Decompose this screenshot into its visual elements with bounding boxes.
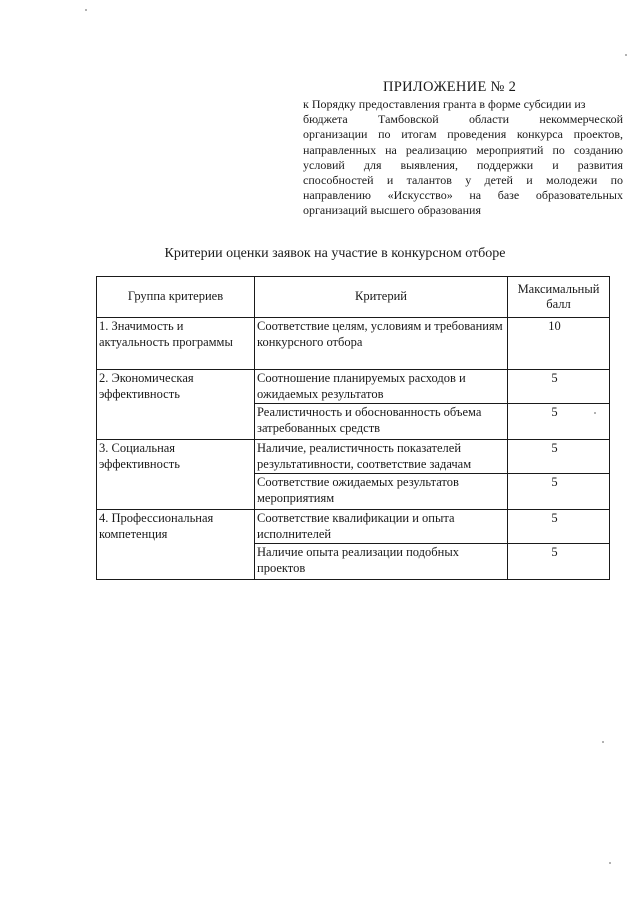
scan-speck: [625, 54, 627, 56]
appendix-subtitle: [303, 97, 623, 219]
criterion-cell: Соответствие квалификации и опыта исполнителей: [255, 510, 508, 544]
appendix-line: способностей и талантов у детей и молодежи по: [303, 173, 623, 188]
group-cell: 2. Экономическая эффективность: [97, 370, 255, 440]
appendix-line: направлению «Искусство» на базе образовательных: [303, 188, 623, 203]
appendix-line: к Порядку предоставления гранта в форме субсидии из: [303, 97, 586, 111]
scan-speck: [609, 862, 611, 864]
criteria-table: [96, 276, 610, 580]
appendix-line: бюджета Тамбовской области некоммерческой: [303, 112, 623, 127]
score-cell: 10: [508, 318, 610, 370]
table-row: [97, 370, 610, 404]
appendix-line: направленных на реализацию мероприятий по созданию: [303, 142, 623, 157]
score-cell: 5: [508, 370, 610, 404]
criterion-cell: Реалистичность и обоснованность объема затребованных средств: [255, 404, 508, 440]
header-group: Группа критериев: [97, 277, 255, 318]
appendix-line: условий для выявления, поддержки и развития: [303, 157, 623, 172]
score-cell: 5: [508, 474, 610, 510]
group-cell: 1. Значимость и актуальность программы: [97, 318, 255, 370]
score-cell: 5: [508, 544, 610, 580]
criterion-cell: Соотношение планируемых расходов и ожидаемых результатов: [255, 370, 508, 404]
scan-speck: [594, 412, 596, 414]
header-criterion: Критерий: [255, 277, 508, 318]
appendix-line: организаций высшего образования: [303, 203, 481, 218]
appendix-title: ПРИЛОЖЕНИЕ № 2: [383, 79, 517, 95]
criterion-cell: Соответствие ожидаемых результатов мероприятиям: [255, 474, 508, 510]
table-row: [97, 510, 610, 544]
scan-speck: [85, 9, 87, 11]
scan-speck: [602, 741, 604, 743]
appendix-line: организации по итогам проведения конкурса проектов,: [303, 127, 623, 142]
score-cell: 5: [508, 510, 610, 544]
criterion-cell: Наличие опыта реализации подобных проектов: [255, 544, 508, 580]
table-row: [97, 318, 610, 370]
score-cell: 5: [508, 440, 610, 474]
score-cell: 5: [508, 404, 610, 440]
table-header-row: [97, 277, 610, 318]
group-cell: 4. Профессиональная компетенция: [97, 510, 255, 580]
criterion-cell: Соответствие целям, условиям и требованиям конкурсного отбора: [255, 318, 508, 370]
header-max-score: Максимальный балл: [508, 277, 610, 318]
table-caption: Критерии оценки заявок на участие в конкурсном отборе: [164, 246, 506, 261]
criterion-cell: Наличие, реалистичность показателей результативности, соответствие задачам: [255, 440, 508, 474]
table-row: [97, 440, 610, 474]
group-cell: 3. Социальная эффективность: [97, 440, 255, 510]
